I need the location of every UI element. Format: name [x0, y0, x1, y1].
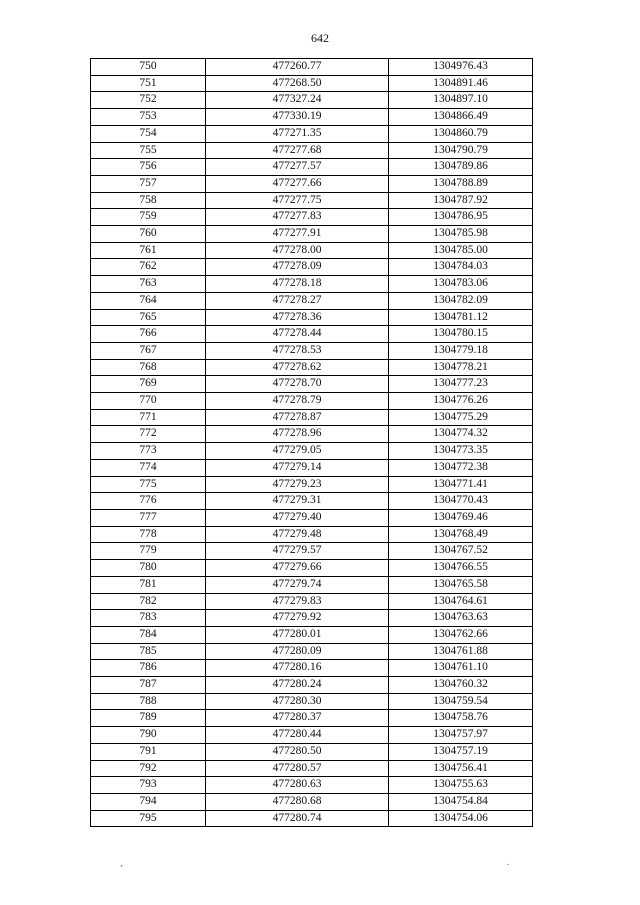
y-coordinate-cell: 1304769.46: [389, 509, 533, 526]
table-row: [91, 292, 533, 309]
coordinates-table: [90, 58, 533, 827]
x-coordinate-cell: 477280.01: [206, 626, 389, 643]
x-coordinate-cell: 477280.50: [206, 743, 389, 760]
x-coordinate-cell: 477277.83: [206, 209, 389, 226]
point-number-cell: 791: [91, 743, 206, 760]
point-number-cell: 756: [91, 159, 206, 176]
table-row: [91, 109, 533, 126]
y-coordinate-cell: 1304757.19: [389, 743, 533, 760]
table-row: [91, 743, 533, 760]
x-coordinate-cell: 477268.50: [206, 75, 389, 92]
table-row: [91, 259, 533, 276]
x-coordinate-cell: 477280.57: [206, 760, 389, 777]
y-coordinate-cell: 1304781.12: [389, 309, 533, 326]
x-coordinate-cell: 477330.19: [206, 109, 389, 126]
x-coordinate-cell: 477278.79: [206, 393, 389, 410]
y-coordinate-cell: 1304866.49: [389, 109, 533, 126]
scan-mark-left: ¸: [120, 857, 123, 867]
table-row: [91, 192, 533, 209]
point-number-cell: 781: [91, 576, 206, 593]
x-coordinate-cell: 477278.18: [206, 276, 389, 293]
table-row: [91, 359, 533, 376]
point-number-cell: 783: [91, 610, 206, 627]
coordinates-table-body: [91, 59, 533, 827]
y-coordinate-cell: 1304771.41: [389, 476, 533, 493]
y-coordinate-cell: 1304891.46: [389, 75, 533, 92]
page-number: 642: [311, 31, 329, 45]
table-row: [91, 376, 533, 393]
x-coordinate-cell: 477280.09: [206, 643, 389, 660]
point-number-cell: 795: [91, 810, 206, 827]
table-row: [91, 209, 533, 226]
x-coordinate-cell: 477278.44: [206, 326, 389, 343]
table-row: [91, 459, 533, 476]
point-number-cell: 775: [91, 476, 206, 493]
y-coordinate-cell: 1304766.55: [389, 560, 533, 577]
point-number-cell: 762: [91, 259, 206, 276]
point-number-cell: 757: [91, 175, 206, 192]
x-coordinate-cell: 477280.68: [206, 793, 389, 810]
point-number-cell: 758: [91, 192, 206, 209]
table-row: [91, 693, 533, 710]
x-coordinate-cell: 477279.92: [206, 610, 389, 627]
table-row: [91, 125, 533, 142]
y-coordinate-cell: 1304780.15: [389, 326, 533, 343]
x-coordinate-cell: 477277.57: [206, 159, 389, 176]
y-coordinate-cell: 1304787.92: [389, 192, 533, 209]
y-coordinate-cell: 1304976.43: [389, 59, 533, 76]
point-number-cell: 769: [91, 376, 206, 393]
y-coordinate-cell: 1304784.03: [389, 259, 533, 276]
table-row: [91, 393, 533, 410]
x-coordinate-cell: 477279.05: [206, 443, 389, 460]
x-coordinate-cell: 477279.23: [206, 476, 389, 493]
y-coordinate-cell: 1304777.23: [389, 376, 533, 393]
x-coordinate-cell: 477260.77: [206, 59, 389, 76]
x-coordinate-cell: 477279.48: [206, 526, 389, 543]
point-number-cell: 764: [91, 292, 206, 309]
point-number-cell: 750: [91, 59, 206, 76]
x-coordinate-cell: 477280.37: [206, 710, 389, 727]
y-coordinate-cell: 1304768.49: [389, 526, 533, 543]
x-coordinate-cell: 477279.40: [206, 509, 389, 526]
x-coordinate-cell: 477327.24: [206, 92, 389, 109]
point-number-cell: 763: [91, 276, 206, 293]
point-number-cell: 777: [91, 509, 206, 526]
point-number-cell: 759: [91, 209, 206, 226]
table-row: [91, 426, 533, 443]
table-row: [91, 342, 533, 359]
table-row: [91, 810, 533, 827]
table-row: [91, 59, 533, 76]
y-coordinate-cell: 1304761.10: [389, 660, 533, 677]
y-coordinate-cell: 1304789.86: [389, 159, 533, 176]
table-row: [91, 476, 533, 493]
table-row: [91, 576, 533, 593]
point-number-cell: 788: [91, 693, 206, 710]
table-row: [91, 92, 533, 109]
point-number-cell: 770: [91, 393, 206, 410]
x-coordinate-cell: 477278.87: [206, 409, 389, 426]
y-coordinate-cell: 1304754.84: [389, 793, 533, 810]
y-coordinate-cell: 1304762.66: [389, 626, 533, 643]
table-row: [91, 793, 533, 810]
x-coordinate-cell: 477280.24: [206, 677, 389, 694]
x-coordinate-cell: 477278.09: [206, 259, 389, 276]
table-row: [91, 509, 533, 526]
table-row: [91, 242, 533, 259]
x-coordinate-cell: 477278.70: [206, 376, 389, 393]
point-number-cell: 772: [91, 426, 206, 443]
point-number-cell: 753: [91, 109, 206, 126]
table-row: [91, 142, 533, 159]
y-coordinate-cell: 1304758.76: [389, 710, 533, 727]
table-row: [91, 543, 533, 560]
x-coordinate-cell: 477278.53: [206, 342, 389, 359]
point-number-cell: 755: [91, 142, 206, 159]
y-coordinate-cell: 1304754.06: [389, 810, 533, 827]
table-row: [91, 493, 533, 510]
table-row: [91, 710, 533, 727]
x-coordinate-cell: 477279.14: [206, 459, 389, 476]
point-number-cell: 794: [91, 793, 206, 810]
point-number-cell: 778: [91, 526, 206, 543]
table-row: [91, 159, 533, 176]
table-row: [91, 526, 533, 543]
x-coordinate-cell: 477278.96: [206, 426, 389, 443]
table-row: [91, 409, 533, 426]
x-coordinate-cell: 477279.66: [206, 560, 389, 577]
point-number-cell: 760: [91, 226, 206, 243]
table-row: [91, 643, 533, 660]
y-coordinate-cell: 1304755.63: [389, 777, 533, 794]
y-coordinate-cell: 1304756.41: [389, 760, 533, 777]
x-coordinate-cell: 477277.68: [206, 142, 389, 159]
table-row: [91, 777, 533, 794]
y-coordinate-cell: 1304776.26: [389, 393, 533, 410]
y-coordinate-cell: 1304772.38: [389, 459, 533, 476]
point-number-cell: 773: [91, 443, 206, 460]
point-number-cell: 789: [91, 710, 206, 727]
x-coordinate-cell: 477279.57: [206, 543, 389, 560]
table-row: [91, 443, 533, 460]
table-row: [91, 560, 533, 577]
x-coordinate-cell: 477271.35: [206, 125, 389, 142]
y-coordinate-cell: 1304773.35: [389, 443, 533, 460]
point-number-cell: 771: [91, 409, 206, 426]
x-coordinate-cell: 477278.36: [206, 309, 389, 326]
table-row: [91, 660, 533, 677]
x-coordinate-cell: 477277.75: [206, 192, 389, 209]
point-number-cell: 779: [91, 543, 206, 560]
y-coordinate-cell: 1304757.97: [389, 727, 533, 744]
x-coordinate-cell: 477280.74: [206, 810, 389, 827]
table-row: [91, 677, 533, 694]
y-coordinate-cell: 1304782.09: [389, 292, 533, 309]
point-number-cell: 761: [91, 242, 206, 259]
x-coordinate-cell: 477280.16: [206, 660, 389, 677]
table-row: [91, 309, 533, 326]
point-number-cell: 768: [91, 359, 206, 376]
x-coordinate-cell: 477277.66: [206, 175, 389, 192]
x-coordinate-cell: 477279.74: [206, 576, 389, 593]
point-number-cell: 784: [91, 626, 206, 643]
table-row: [91, 626, 533, 643]
y-coordinate-cell: 1304763.63: [389, 610, 533, 627]
table-row: [91, 175, 533, 192]
y-coordinate-cell: 1304764.61: [389, 593, 533, 610]
point-number-cell: 793: [91, 777, 206, 794]
point-number-cell: 751: [91, 75, 206, 92]
y-coordinate-cell: 1304778.21: [389, 359, 533, 376]
point-number-cell: 790: [91, 727, 206, 744]
y-coordinate-cell: 1304760.32: [389, 677, 533, 694]
y-coordinate-cell: 1304790.79: [389, 142, 533, 159]
x-coordinate-cell: 477280.30: [206, 693, 389, 710]
y-coordinate-cell: 1304770.43: [389, 493, 533, 510]
y-coordinate-cell: 1304785.00: [389, 242, 533, 259]
point-number-cell: 767: [91, 342, 206, 359]
y-coordinate-cell: 1304775.29: [389, 409, 533, 426]
y-coordinate-cell: 1304761.88: [389, 643, 533, 660]
x-coordinate-cell: 477280.44: [206, 727, 389, 744]
table-row: [91, 760, 533, 777]
table-row: [91, 610, 533, 627]
point-number-cell: 792: [91, 760, 206, 777]
point-number-cell: 782: [91, 593, 206, 610]
point-number-cell: 787: [91, 677, 206, 694]
y-coordinate-cell: 1304759.54: [389, 693, 533, 710]
y-coordinate-cell: 1304774.32: [389, 426, 533, 443]
y-coordinate-cell: 1304897.10: [389, 92, 533, 109]
x-coordinate-cell: 477279.31: [206, 493, 389, 510]
point-number-cell: 774: [91, 459, 206, 476]
y-coordinate-cell: 1304785.98: [389, 226, 533, 243]
y-coordinate-cell: 1304767.52: [389, 543, 533, 560]
x-coordinate-cell: 477279.83: [206, 593, 389, 610]
y-coordinate-cell: 1304860.79: [389, 125, 533, 142]
table-row: [91, 593, 533, 610]
table-row: [91, 326, 533, 343]
x-coordinate-cell: 477277.91: [206, 226, 389, 243]
x-coordinate-cell: 477280.63: [206, 777, 389, 794]
table-row: [91, 276, 533, 293]
x-coordinate-cell: 477278.00: [206, 242, 389, 259]
point-number-cell: 786: [91, 660, 206, 677]
table-row: [91, 226, 533, 243]
y-coordinate-cell: 1304788.89: [389, 175, 533, 192]
point-number-cell: 752: [91, 92, 206, 109]
point-number-cell: 785: [91, 643, 206, 660]
table-row: [91, 75, 533, 92]
y-coordinate-cell: 1304783.06: [389, 276, 533, 293]
point-number-cell: 765: [91, 309, 206, 326]
y-coordinate-cell: 1304779.18: [389, 342, 533, 359]
point-number-cell: 766: [91, 326, 206, 343]
x-coordinate-cell: 477278.62: [206, 359, 389, 376]
y-coordinate-cell: 1304786.95: [389, 209, 533, 226]
y-coordinate-cell: 1304765.58: [389, 576, 533, 593]
scan-mark-right: .: [507, 857, 510, 867]
point-number-cell: 780: [91, 560, 206, 577]
table-row: [91, 727, 533, 744]
point-number-cell: 754: [91, 125, 206, 142]
x-coordinate-cell: 477278.27: [206, 292, 389, 309]
point-number-cell: 776: [91, 493, 206, 510]
